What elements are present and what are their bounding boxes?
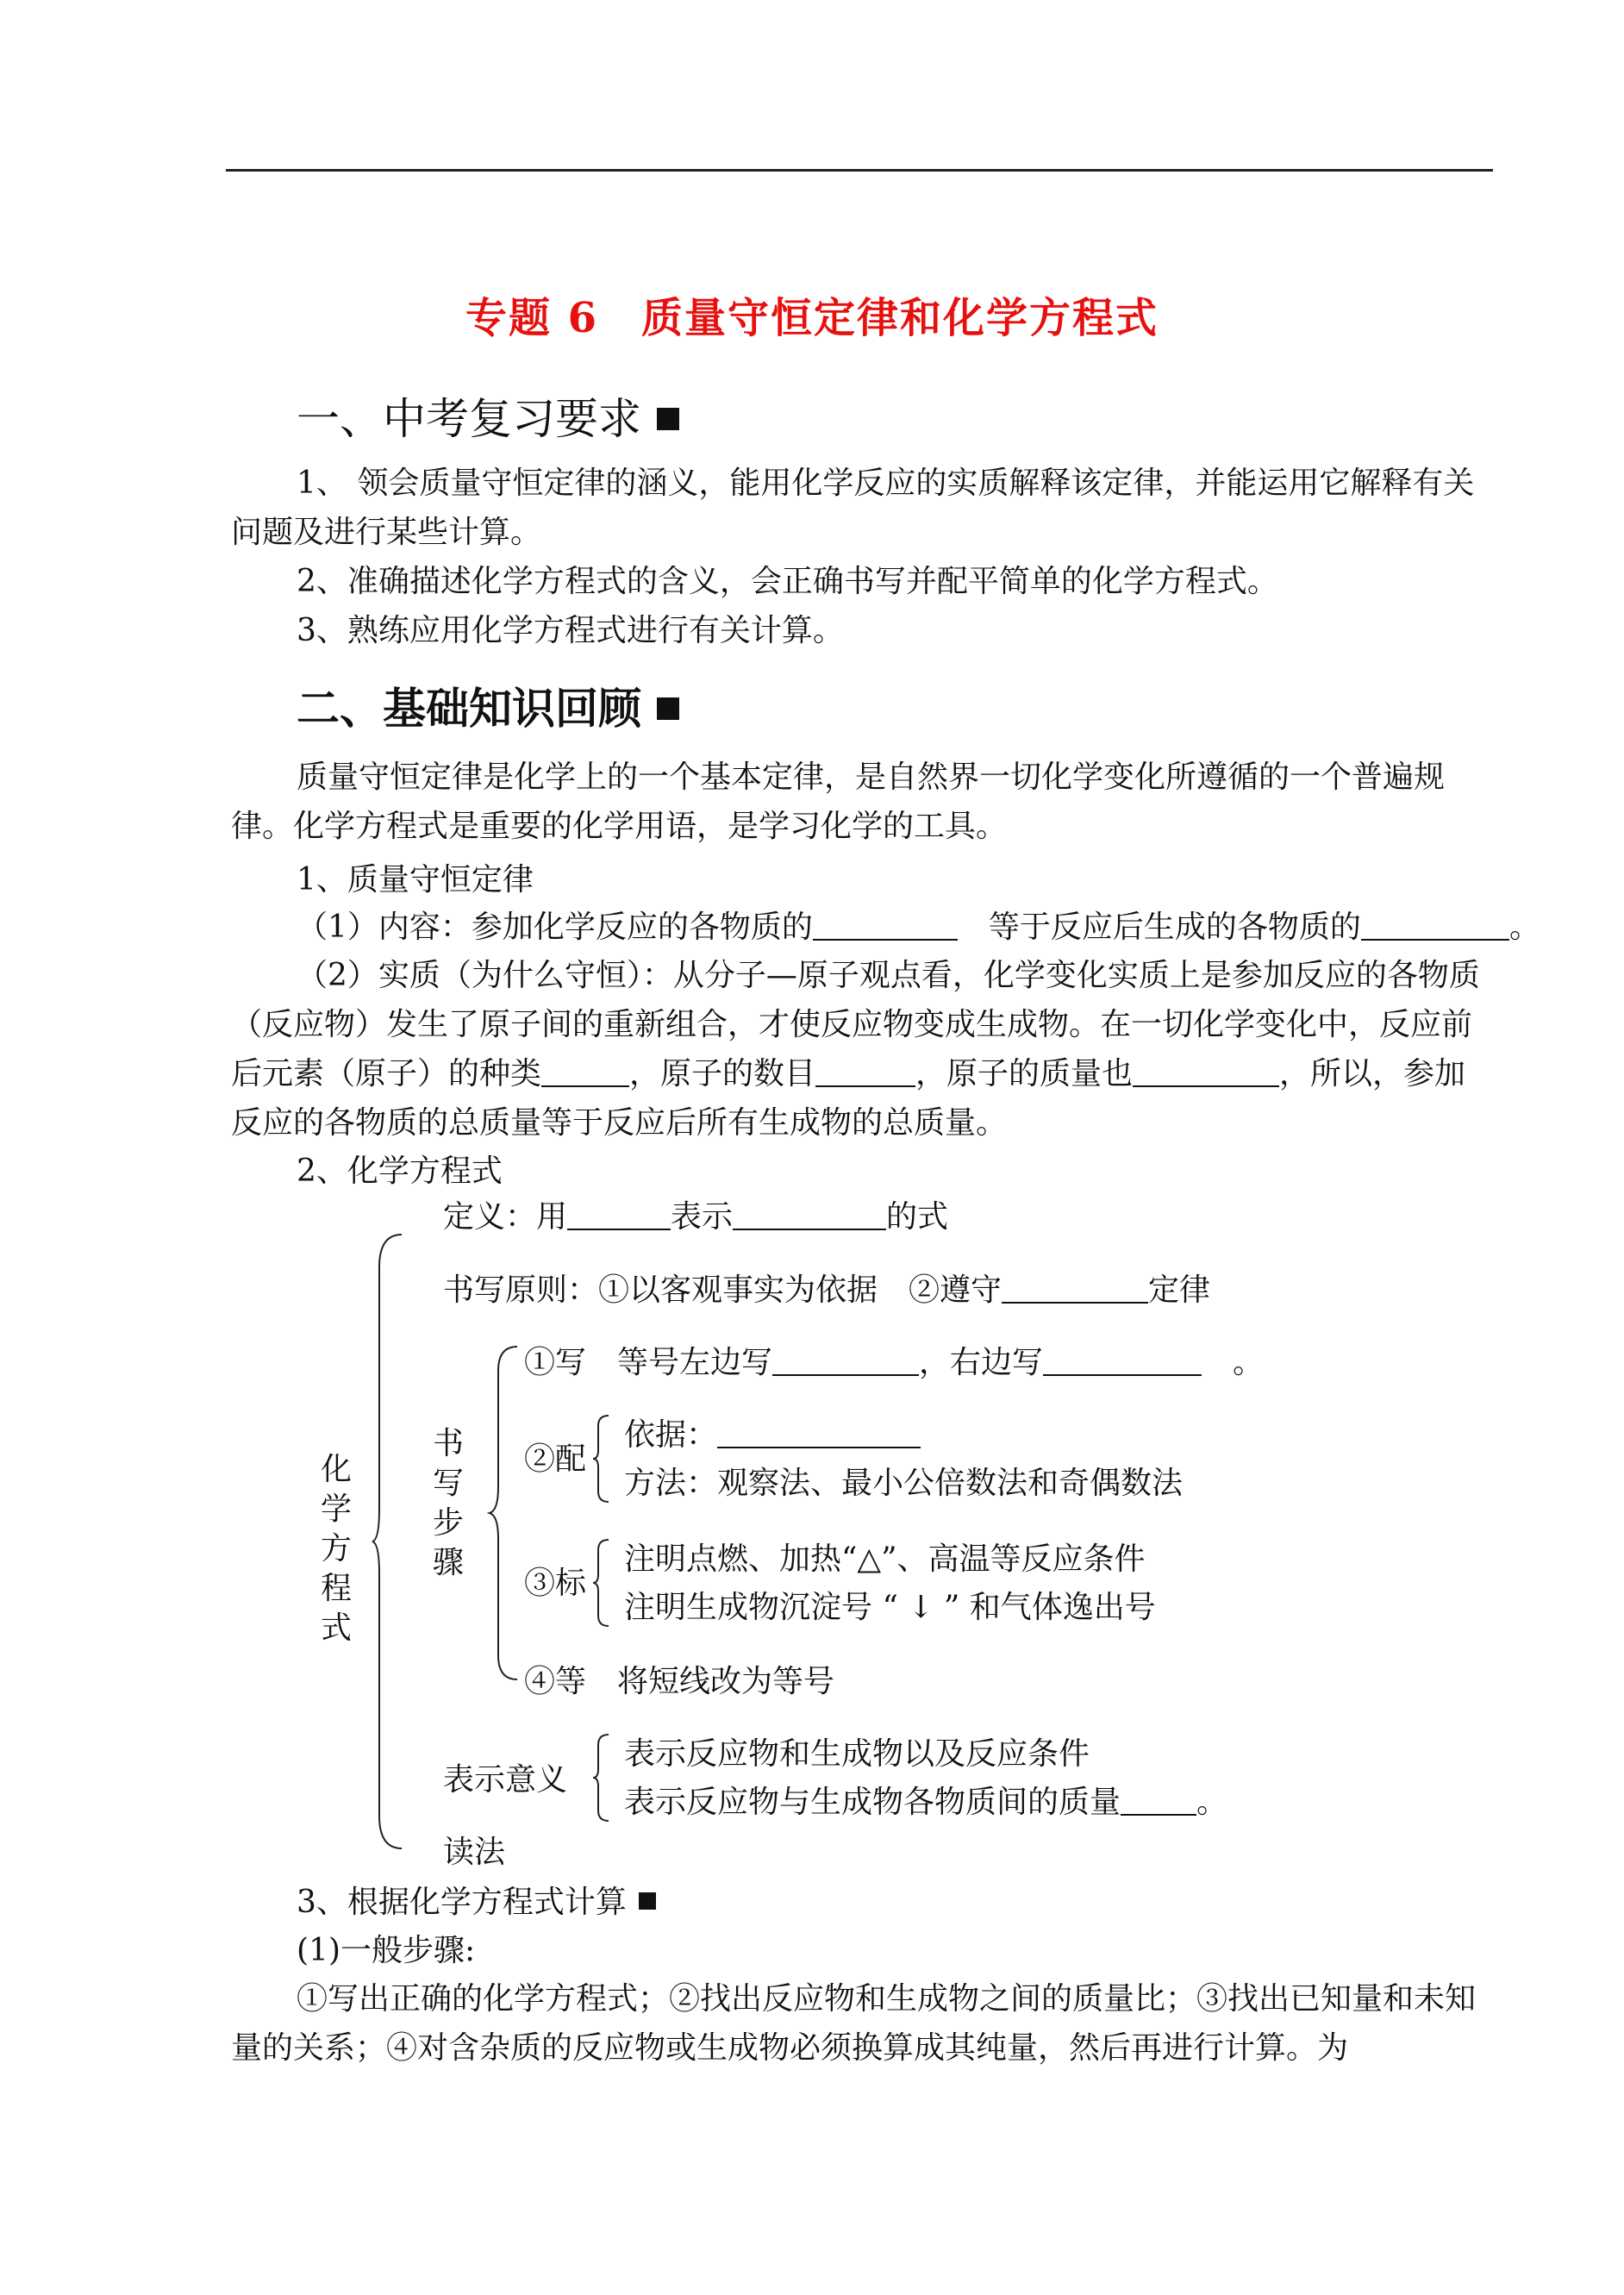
step-write [524, 1338, 1264, 1382]
section2-intro: 质量守恒定律是化学上的一个基本定律，是自然界一切化学变化所遵循的一个普遍规律。化学方程式是重要的化学用语，是学习化学的工具。 [231, 760, 1446, 844]
principle-line [443, 1266, 1210, 1310]
law-content-text-b: 等于反应后生成的各物质的 [988, 910, 1361, 945]
step-equal: ④等 将短线改为等号 [524, 1664, 835, 1699]
section2-heading [297, 674, 679, 736]
law-essence-text-a: （2）实质（为什么守恒）：从分子—原子观点看，化学变化实质上是参加反应的各物质（反应物）发生了原子间的重新组合，才使反应物变成生成物。在一切化学变化中，反应前后元素（原子）的种类 [231, 958, 1480, 1091]
law-essence-text-b: ，原子的数目 [629, 1056, 816, 1091]
section2-heading-text: 二、基础知识回顾 [297, 683, 641, 734]
balance-brace-icon [591, 1414, 612, 1504]
blank-line [1133, 1058, 1279, 1087]
law-heading: 1、质量守恒定律 [297, 862, 534, 897]
steps-brace-icon [488, 1345, 522, 1681]
steps-label-vertical: 书写步骤 [432, 1426, 464, 1580]
blank-line [717, 1419, 921, 1448]
definition-text-a: 定义：用 [443, 1199, 568, 1235]
meaning-label: 表示意义 [443, 1762, 568, 1798]
section1-heading [297, 385, 679, 447]
law-content-text-a: （1）内容：参加化学反应的各物质的 [297, 910, 813, 945]
definition-line [443, 1192, 948, 1236]
law-essence-text-c: ，原子的质量也 [915, 1056, 1134, 1091]
square-bullet-icon [657, 408, 679, 430]
requirement-item-3: 3、熟练应用化学方程式进行有关计算。 [297, 613, 844, 648]
page-title: 专题 6 质量守恒定律和化学方程式 [465, 294, 1159, 342]
requirement-item-1: 1、 领会质量守恒定律的涵义，能用化学反应的实质解释该定律，并能运用它解释有关问题及进行某些计算。 [231, 466, 1475, 550]
square-bullet-icon [639, 1892, 656, 1910]
blank-line [567, 1201, 671, 1230]
blank-line [772, 1347, 919, 1376]
step-balance-label: ②配 [524, 1441, 587, 1477]
meaning-brace-icon [591, 1733, 612, 1823]
calc-heading-text: 3、根据化学方程式计算 [297, 1885, 627, 1920]
calc-heading [297, 1878, 656, 1922]
step-write-text-c: 。 [1233, 1345, 1265, 1380]
mark-symbols: 注明生成物沉淀号 “ ↓ ” 和气体逸出号 [624, 1590, 1156, 1625]
blank-line [1121, 1786, 1196, 1816]
principle-text-b: 定律 [1148, 1273, 1211, 1308]
meaning-line-2 [624, 1778, 1227, 1822]
law-essence [231, 951, 1496, 1148]
meaning-line-1: 表示反应物和生成物以及反应条件 [624, 1736, 1090, 1772]
balance-basis [624, 1410, 921, 1454]
definition-text-b: 表示 [671, 1199, 734, 1235]
blank-line [813, 911, 958, 941]
meaning-line-2-text-b: 。 [1196, 1785, 1228, 1820]
balance-basis-text: 依据： [624, 1417, 718, 1453]
law-content [297, 903, 1540, 947]
mark-condition: 注明点燃、加热“△”、高温等反应条件 [624, 1541, 1146, 1577]
principle-text-a: 书写原则：①以客观事实为依据 ②遵守 [443, 1273, 1003, 1308]
calc-steps-text: ①写出正确的化学方程式；②找出反应物和生成物之间的质量比；③找出已知量和未知量的关系；④对含杂质的反应物或生成物必须换算成其纯量，然后再进行计算。为 [231, 1981, 1477, 2066]
blank-line [733, 1201, 886, 1230]
section1-heading-text: 一、中考复习要求 [297, 394, 641, 444]
blank-line [815, 1058, 915, 1087]
root-label-vertical: 化学方程式 [320, 1452, 352, 1646]
calc-steps-heading: (1)一般步骤: [297, 1933, 476, 1968]
reading-label: 读法 [443, 1835, 506, 1870]
blank-line [541, 1058, 629, 1087]
mark-brace-icon [591, 1538, 612, 1628]
step-mark-label: ③标 [524, 1566, 587, 1601]
step-write-text-a: ①写 等号左边写 [524, 1345, 773, 1380]
blank-line [1002, 1274, 1148, 1304]
blank-line [1361, 911, 1509, 941]
law-content-text-c: 。 [1508, 910, 1540, 945]
meaning-line-2-text-a: 表示反应物与生成物各物质间的质量 [624, 1785, 1121, 1820]
blank-line [1043, 1347, 1202, 1376]
definition-text-c: 的式 [886, 1199, 949, 1235]
step-write-text-b: ，右边写 [919, 1345, 1044, 1380]
root-brace-icon [371, 1233, 405, 1850]
requirement-item-2: 2、准确描述化学方程式的含义，会正确书写并配平简单的化学方程式。 [297, 564, 1278, 599]
law-essence-text-d: ，所以，参加反应的各物质的总质量等于反应后所有生成物的总质量。 [231, 1056, 1466, 1141]
square-bullet-icon [657, 697, 679, 720]
header-rule [226, 169, 1493, 172]
balance-method: 方法：观察法、最小公倍数法和奇偶数法 [624, 1466, 1184, 1501]
equation-heading: 2、化学方程式 [297, 1154, 503, 1189]
